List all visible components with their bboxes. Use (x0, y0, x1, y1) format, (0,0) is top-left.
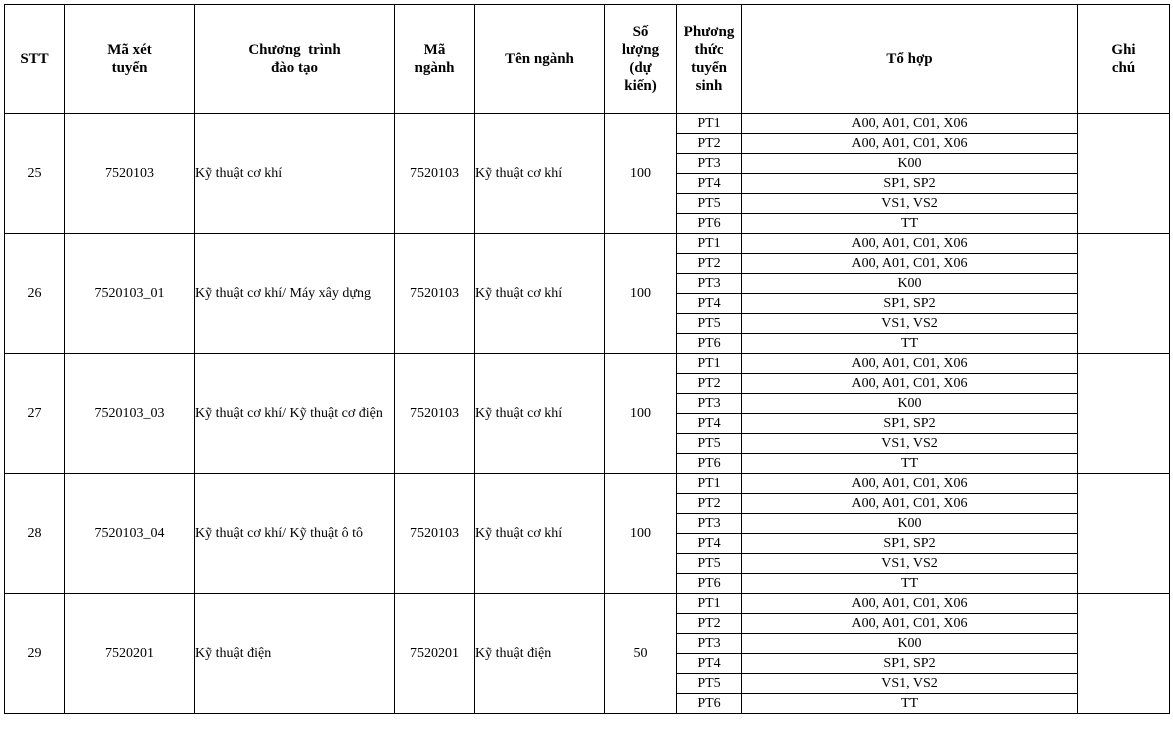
cell-to-hop: A00, A01, C01, X06 (742, 474, 1078, 494)
cell-phuong-thuc: PT5 (677, 434, 742, 454)
cell-chuong-trinh: Kỹ thuật cơ khí/ Kỹ thuật cơ điện (195, 354, 395, 474)
cell-to-hop: SP1, SP2 (742, 174, 1078, 194)
cell-to-hop: TT (742, 574, 1078, 594)
cell-to-hop: SP1, SP2 (742, 294, 1078, 314)
cell-phuong-thuc: PT3 (677, 514, 742, 534)
cell-ma-xet-tuyen: 7520201 (65, 594, 195, 714)
cell-phuong-thuc: PT5 (677, 194, 742, 214)
cell-so-luong: 100 (605, 474, 677, 594)
cell-to-hop: K00 (742, 394, 1078, 414)
cell-to-hop: A00, A01, C01, X06 (742, 234, 1078, 254)
cell-ten-nganh: Kỹ thuật cơ khí (475, 234, 605, 354)
cell-chuong-trinh: Kỹ thuật điện (195, 594, 395, 714)
cell-ghi-chu (1078, 234, 1170, 354)
cell-phuong-thuc: PT4 (677, 174, 742, 194)
header-phuong-thuc-line: sinh (695, 78, 723, 94)
header-ma-nganh-line: ngành (414, 60, 455, 76)
table-row (5, 234, 1170, 254)
cell-so-luong: 100 (605, 354, 677, 474)
header-ma-nganh-line: Mã (423, 42, 446, 58)
cell-chuong-trinh: Kỹ thuật cơ khí/ Kỹ thuật ô tô (195, 474, 395, 594)
cell-phuong-thuc: PT4 (677, 414, 742, 434)
cell-to-hop: A00, A01, C01, X06 (742, 594, 1078, 614)
cell-so-luong: 100 (605, 234, 677, 354)
cell-phuong-thuc: PT1 (677, 234, 742, 254)
cell-phuong-thuc: PT3 (677, 154, 742, 174)
header-stt: STT (5, 5, 65, 114)
cell-phuong-thuc: PT6 (677, 574, 742, 594)
header-phuong-thuc (677, 5, 742, 114)
cell-to-hop: TT (742, 214, 1078, 234)
cell-phuong-thuc: PT5 (677, 314, 742, 334)
cell-stt: 29 (5, 594, 65, 714)
cell-ghi-chu (1078, 594, 1170, 714)
header-chuong-trinh-line: đào tạo (270, 60, 319, 76)
cell-phuong-thuc: PT4 (677, 654, 742, 674)
cell-to-hop: K00 (742, 634, 1078, 654)
header-ma-nganh (395, 5, 475, 114)
cell-phuong-thuc: PT4 (677, 534, 742, 554)
cell-to-hop: A00, A01, C01, X06 (742, 254, 1078, 274)
table-body (5, 114, 1170, 714)
cell-ma-xet-tuyen: 7520103_01 (65, 234, 195, 354)
cell-to-hop: SP1, SP2 (742, 414, 1078, 434)
cell-ghi-chu (1078, 114, 1170, 234)
cell-to-hop: A00, A01, C01, X06 (742, 354, 1078, 374)
cell-phuong-thuc: PT6 (677, 334, 742, 354)
header-row (5, 5, 1170, 114)
cell-phuong-thuc: PT6 (677, 454, 742, 474)
header-phuong-thuc-line: thức (694, 42, 724, 58)
header-so-luong (605, 5, 677, 114)
cell-phuong-thuc: PT2 (677, 494, 742, 514)
cell-stt: 26 (5, 234, 65, 354)
cell-phuong-thuc: PT2 (677, 374, 742, 394)
cell-phuong-thuc: PT5 (677, 674, 742, 694)
header-so-luong-line: lượng (621, 42, 660, 58)
cell-to-hop: TT (742, 694, 1078, 714)
cell-stt: 28 (5, 474, 65, 594)
cell-to-hop: TT (742, 454, 1078, 474)
cell-to-hop: K00 (742, 514, 1078, 534)
header-ghi-chu (1078, 5, 1170, 114)
cell-to-hop: TT (742, 334, 1078, 354)
cell-to-hop: A00, A01, C01, X06 (742, 614, 1078, 634)
header-so-luong-line: kiến) (624, 78, 657, 94)
cell-to-hop: A00, A01, C01, X06 (742, 494, 1078, 514)
cell-phuong-thuc: PT5 (677, 554, 742, 574)
cell-chuong-trinh: Kỹ thuật cơ khí (195, 114, 395, 234)
table-row (5, 114, 1170, 134)
header-phuong-thuc-line: Phương (683, 24, 735, 40)
cell-phuong-thuc: PT6 (677, 214, 742, 234)
header-ma-xet-tuyen-line: Mã xét (107, 42, 152, 58)
cell-ten-nganh: Kỹ thuật cơ khí (475, 474, 605, 594)
cell-ma-xet-tuyen: 7520103_04 (65, 474, 195, 594)
cell-phuong-thuc: PT3 (677, 394, 742, 414)
cell-ma-nganh: 7520103 (395, 234, 475, 354)
cell-ma-nganh: 7520201 (395, 594, 475, 714)
header-chuong-trinh-line: Chương trình (248, 42, 341, 58)
cell-ma-xet-tuyen: 7520103_03 (65, 354, 195, 474)
cell-ma-xet-tuyen: 7520103 (65, 114, 195, 234)
cell-so-luong: 100 (605, 114, 677, 234)
cell-phuong-thuc: PT3 (677, 274, 742, 294)
cell-to-hop: A00, A01, C01, X06 (742, 134, 1078, 154)
cell-phuong-thuc: PT1 (677, 354, 742, 374)
cell-so-luong: 50 (605, 594, 677, 714)
header-ma-xet-tuyen-line: tuyển (111, 60, 148, 76)
table-row (5, 354, 1170, 374)
header-ghi-chu-line: Ghi (1111, 42, 1136, 58)
cell-to-hop: VS1, VS2 (742, 434, 1078, 454)
cell-to-hop: SP1, SP2 (742, 534, 1078, 554)
cell-phuong-thuc: PT1 (677, 474, 742, 494)
cell-ma-nganh: 7520103 (395, 474, 475, 594)
header-ten-nganh: Tên ngành (475, 5, 605, 114)
cell-phuong-thuc: PT2 (677, 134, 742, 154)
header-so-luong-line: Số (632, 24, 649, 40)
cell-to-hop: A00, A01, C01, X06 (742, 374, 1078, 394)
cell-phuong-thuc: PT1 (677, 114, 742, 134)
header-chuong-trinh (195, 5, 395, 114)
cell-to-hop: VS1, VS2 (742, 194, 1078, 214)
cell-ghi-chu (1078, 354, 1170, 474)
cell-phuong-thuc: PT3 (677, 634, 742, 654)
cell-phuong-thuc: PT6 (677, 694, 742, 714)
header-to-hop: Tổ hợp (742, 5, 1078, 114)
cell-phuong-thuc: PT4 (677, 294, 742, 314)
admission-table (4, 4, 1170, 714)
cell-to-hop: A00, A01, C01, X06 (742, 114, 1078, 134)
header-ma-xet-tuyen (65, 5, 195, 114)
header-ghi-chu-line: chú (1111, 60, 1136, 76)
cell-to-hop: VS1, VS2 (742, 674, 1078, 694)
cell-phuong-thuc: PT2 (677, 254, 742, 274)
cell-ghi-chu (1078, 474, 1170, 594)
cell-stt: 27 (5, 354, 65, 474)
cell-to-hop: VS1, VS2 (742, 554, 1078, 574)
cell-chuong-trinh: Kỹ thuật cơ khí/ Máy xây dựng (195, 234, 395, 354)
cell-to-hop: SP1, SP2 (742, 654, 1078, 674)
cell-phuong-thuc: PT2 (677, 614, 742, 634)
header-phuong-thuc-line: tuyển (691, 60, 727, 76)
cell-phuong-thuc: PT1 (677, 594, 742, 614)
cell-ten-nganh: Kỹ thuật cơ khí (475, 114, 605, 234)
cell-stt: 25 (5, 114, 65, 234)
cell-ma-nganh: 7520103 (395, 114, 475, 234)
cell-to-hop: K00 (742, 154, 1078, 174)
cell-ma-nganh: 7520103 (395, 354, 475, 474)
header-so-luong-line: (dự (629, 60, 652, 76)
cell-ten-nganh: Kỹ thuật cơ khí (475, 354, 605, 474)
cell-to-hop: VS1, VS2 (742, 314, 1078, 334)
cell-to-hop: K00 (742, 274, 1078, 294)
table-row (5, 474, 1170, 494)
cell-ten-nganh: Kỹ thuật điện (475, 594, 605, 714)
table-row (5, 594, 1170, 614)
